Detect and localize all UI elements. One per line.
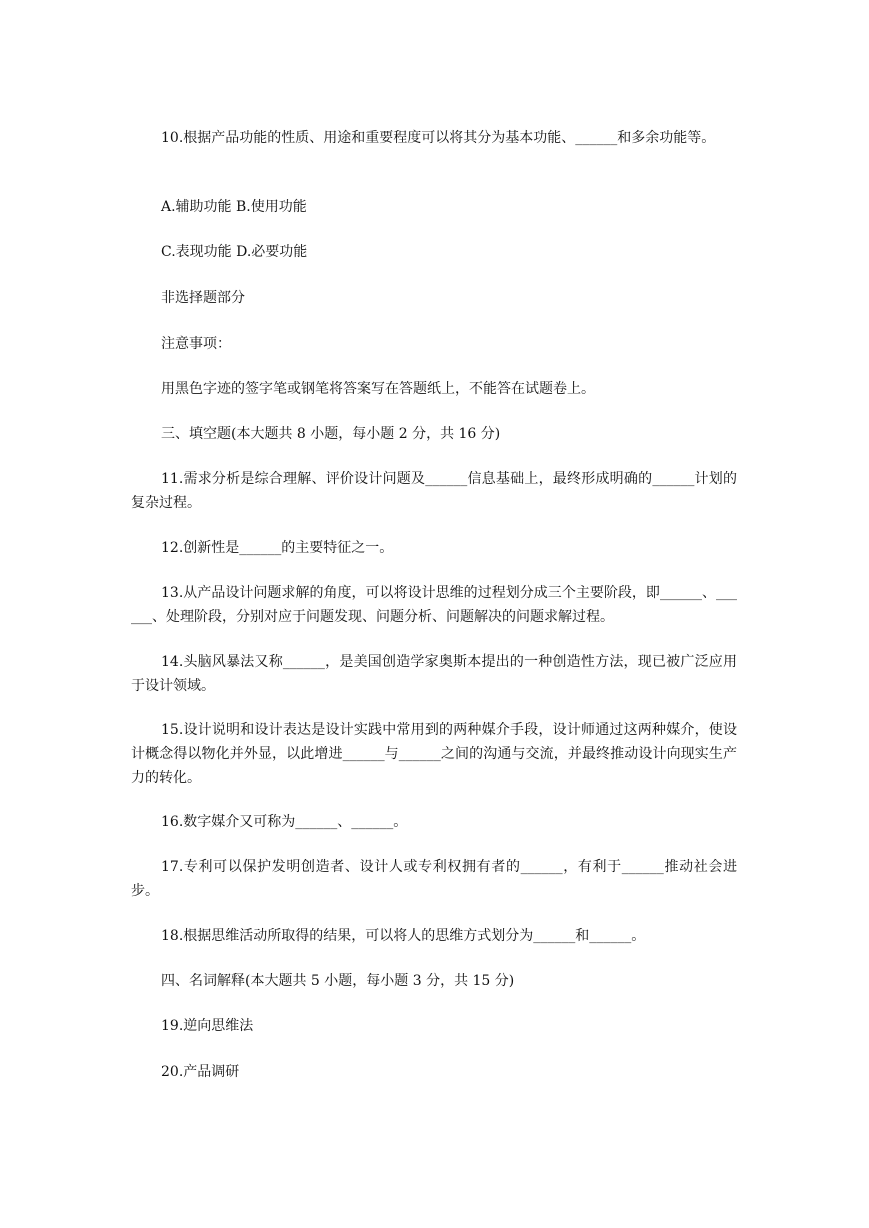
notice-text: 用黑色字迹的签字笔或钢笔将答案写在答题纸上，不能答在试题卷上。	[161, 381, 595, 397]
question-17: 17.专利可以保护发明创造者、设计人或专利权拥有者的______，有利于______推动社会进步。	[131, 859, 737, 899]
question-13: 13.从产品设计问题求解的角度，可以将设计思维的过程划分成三个主要阶段，即______、______、处理阶段，分别对应于问题发现、问题分析、问题解决的问题求解过程。	[131, 585, 737, 625]
notice-heading: 注意事项：	[161, 336, 231, 352]
question-15: 15.设计说明和设计表达是设计实践中常用到的两种媒介手段，设计师通过这两种媒介，使设计概念得以物化并外显，以此增进______与______之间的沟通与交流，并最终推动设计向现实生产力的转化。	[131, 722, 737, 786]
section-heading-non-choice: 非选择题部分	[161, 290, 245, 306]
question-12: 12.创新性是______的主要特征之一。	[161, 540, 394, 556]
question-14: 14.头脑风暴法又称______，是美国创造学家奥斯本提出的一种创造性方法，现已被广泛应用于设计领域。	[131, 654, 737, 694]
question-16: 16.数字媒介又可称为______、______。	[161, 814, 408, 830]
question-18: 18.根据思维活动所取得的结果，可以将人的思维方式划分为______和______。	[161, 928, 646, 944]
question-20: 20.产品调研	[161, 1064, 240, 1080]
question-11: 11.需求分析是综合理解、评价设计问题及______信息基础上，最终形成明确的______计划的复杂过程。	[131, 471, 737, 511]
question-10: 10.根据产品功能的性质、用途和重要程度可以将其分为基本功能、______和多余功能等。	[161, 130, 716, 146]
section-heading-fill-blank: 三、填空题(本大题共 8 小题，每小题 2 分，共 16 分)	[161, 426, 501, 442]
question-19: 19.逆向思维法	[161, 1018, 254, 1034]
question-10-options-ab: A.辅助功能 B.使用功能	[161, 199, 307, 215]
question-10-options-cd: C.表现功能 D.必要功能	[161, 244, 308, 260]
section-heading-term-definitions: 四、名词解释(本大题共 5 小题，每小题 3 分，共 15 分)	[161, 973, 515, 989]
